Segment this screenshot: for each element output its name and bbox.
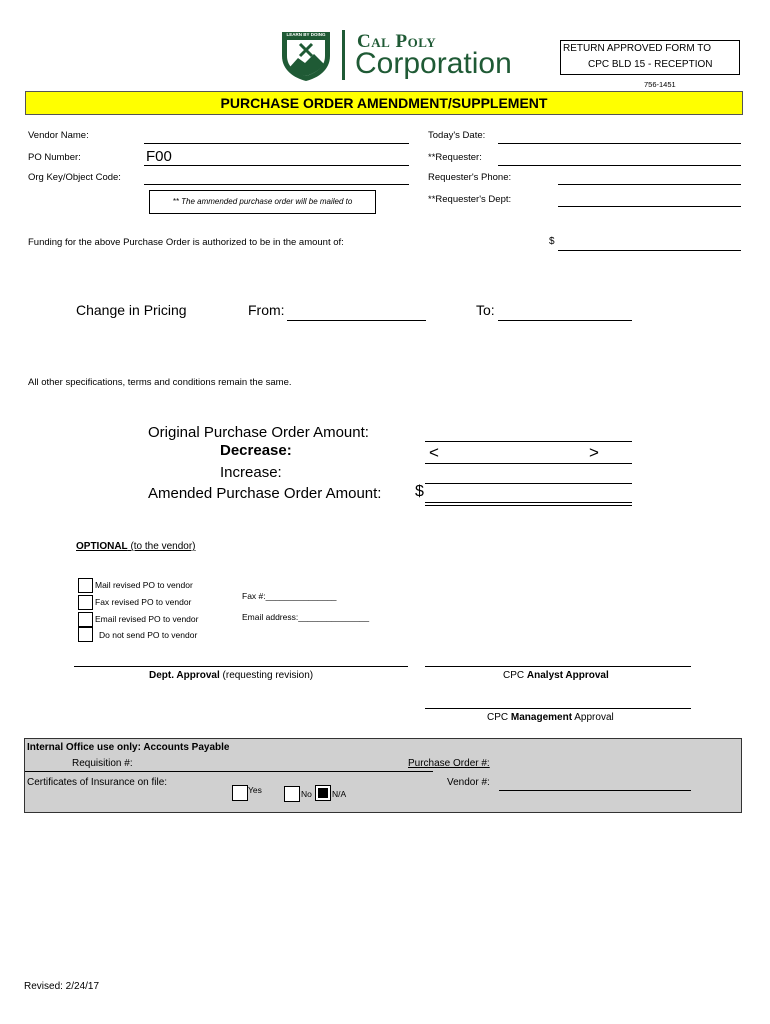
return-box — [560, 40, 740, 75]
requisition-label: Requisition #: — [72, 758, 133, 769]
decrease-amount-field[interactable] — [425, 463, 632, 464]
change-in-pricing-label: Change in Pricing — [76, 302, 187, 318]
vendor-name-field[interactable] — [144, 143, 409, 144]
optional-heading — [76, 541, 195, 552]
mail-po-checkbox[interactable] — [78, 578, 93, 593]
po-number-field[interactable] — [144, 165, 409, 166]
email-po-label: Email revised PO to vendor — [95, 614, 199, 624]
todays-date-field[interactable] — [498, 143, 741, 144]
internal-heading: Internal Office use only: Accounts Payable — [27, 742, 230, 753]
funding-text: Funding for the above Purchase Order is authorized to be in the amount of: — [28, 237, 344, 248]
coi-yes-checkbox[interactable] — [232, 785, 248, 801]
optional-heading-suffix: (to the vendor) — [127, 541, 196, 552]
logo-brand-top: Cal Poly — [357, 31, 437, 52]
analyst-approval-label — [503, 670, 609, 681]
fax-number-field[interactable]: Fax #:_______________ — [242, 591, 337, 601]
dept-approval-signature[interactable] — [74, 666, 408, 667]
mail-note: ** The ammended purchase order will be mailed to — [172, 197, 353, 206]
original-amount-field[interactable] — [425, 441, 632, 442]
original-amount-label: Original Purchase Order Amount: — [148, 424, 369, 441]
optional-heading-label: OPTIONAL — [76, 541, 128, 552]
logo — [278, 30, 548, 82]
requester-dept-field[interactable] — [558, 206, 741, 207]
coi-na-checkmark — [318, 788, 328, 798]
pricing-from-label: From: — [248, 302, 285, 318]
pricing-from-field[interactable] — [287, 320, 426, 321]
dept-approval-bold: Dept. Approval — [149, 670, 220, 681]
analyst-approval-prefix: CPC — [503, 670, 527, 681]
management-approval-bold: Management — [510, 712, 573, 723]
analyst-approval-bold: Analyst Approval — [526, 670, 609, 681]
no-send-po-label: Do not send PO to vendor — [99, 630, 198, 640]
decrease-label: Decrease: — [220, 442, 292, 459]
requisition-field[interactable] — [25, 771, 433, 772]
requester-phone-label: Requester's Phone: — [428, 172, 512, 183]
increase-label: Increase: — [220, 464, 282, 481]
todays-date-label: Today's Date: — [428, 130, 486, 141]
logo-brand-bottom: Corporation — [355, 47, 512, 80]
no-send-po-checkbox[interactable] — [78, 627, 93, 642]
email-po-checkbox[interactable] — [78, 612, 93, 627]
vendor-name-label: Vendor Name: — [28, 130, 89, 141]
requester-field[interactable] — [498, 165, 741, 166]
requester-label: **Requester: — [428, 152, 482, 163]
specs-note: All other specifications, terms and conditions remain the same. — [28, 377, 292, 388]
certificates-label: Certificates of Insurance on file: — [27, 777, 168, 788]
shield-logo-icon — [278, 30, 334, 82]
fax-po-label: Fax revised PO to vendor — [95, 597, 192, 607]
amended-amount-field-1[interactable] — [425, 502, 632, 503]
po-number-value[interactable]: F00 — [146, 148, 172, 165]
logo-divider — [342, 30, 345, 80]
title-bar — [25, 91, 743, 115]
mail-po-label: Mail revised PO to vendor — [95, 580, 193, 590]
funding-currency: $ — [549, 236, 555, 247]
dept-approval-rest: (requesting revision) — [219, 670, 314, 681]
email-address-field[interactable]: Email address:_______________ — [242, 612, 370, 622]
funding-amount-field[interactable] — [558, 250, 741, 251]
decrease-close-bracket: > — [589, 443, 599, 462]
coi-no-label: No — [301, 789, 312, 799]
coi-no-checkbox[interactable] — [284, 786, 300, 802]
org-key-field[interactable] — [144, 184, 409, 185]
coi-yes-label: Yes — [248, 785, 262, 795]
dept-approval-label — [149, 670, 313, 681]
amended-amount-label: Amended Purchase Order Amount: — [148, 485, 382, 502]
requester-phone-field[interactable] — [558, 184, 741, 185]
revised-date: Revised: 2/24/17 — [24, 981, 100, 992]
management-approval-label — [487, 712, 614, 723]
return-line2: CPC BLD 15 - RECEPTION — [588, 59, 713, 70]
management-approval-signature[interactable] — [425, 708, 691, 709]
purchase-order-label: Purchase Order #: — [408, 758, 490, 769]
return-line1: RETURN APPROVED FORM TO — [563, 43, 711, 54]
coi-na-checkbox[interactable] — [315, 785, 331, 801]
pricing-to-field[interactable] — [498, 320, 632, 321]
org-key-label: Org Key/Object Code: — [28, 172, 121, 183]
coi-na-label: N/A — [332, 789, 347, 799]
management-approval-suffix: Approval — [572, 712, 614, 723]
return-code: 756-1451 — [644, 80, 676, 89]
increase-amount-field[interactable] — [425, 483, 632, 484]
vendor-number-field[interactable] — [499, 790, 691, 791]
internal-office-box — [24, 738, 742, 813]
amended-currency: $ — [415, 483, 424, 500]
amended-amount-field-2 — [425, 505, 632, 506]
decrease-open-bracket: < — [429, 443, 439, 462]
page-title: PURCHASE ORDER AMENDMENT/SUPPLEMENT — [220, 95, 548, 111]
requester-dept-label: **Requester's Dept: — [428, 194, 512, 205]
fax-po-checkbox[interactable] — [78, 595, 93, 610]
pricing-to-label: To: — [476, 302, 495, 318]
analyst-approval-signature[interactable] — [425, 666, 691, 667]
logo-seal-text: LEARN BY DOING — [286, 32, 326, 37]
vendor-number-label: Vendor #: — [447, 777, 490, 788]
management-approval-prefix: CPC — [487, 712, 511, 723]
mail-note-box — [149, 190, 376, 214]
po-number-label: PO Number: — [28, 152, 81, 163]
